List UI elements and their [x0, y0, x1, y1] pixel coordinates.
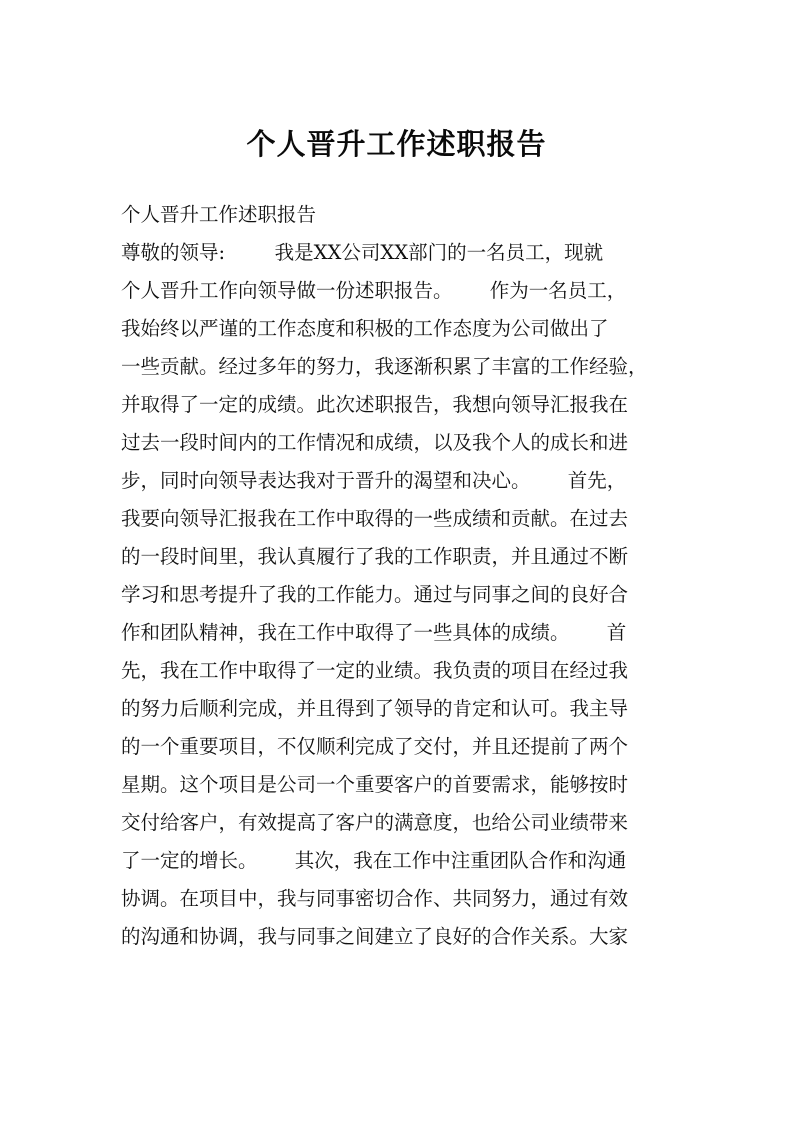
body-line: 了一定的增长。 其次，我在工作中注重团队合作和沟通: [121, 849, 627, 872]
body-line: 交付给客户，有效提高了客户的满意度，也给公司业绩带来: [121, 811, 629, 834]
body-line: 星期。这个项目是公司一个重要客户的首要需求，能够按时: [121, 773, 629, 796]
body-line: 过去一段时间内的工作情况和成绩，以及我个人的成长和进: [121, 431, 629, 454]
body-line: 我要向领导汇报我在工作中取得的一些成绩和贡献。在过去: [121, 507, 629, 530]
document-title: 个人晋升工作述职报告: [246, 127, 547, 161]
body-line: 步，同时向领导表达我对于晋升的渴望和决心。 首先，: [121, 469, 627, 492]
body-line: 作和团队精神，我在工作中取得了一些具体的成绩。 首: [121, 621, 627, 644]
body-line: 并取得了一定的成绩。此次述职报告，我想向领导汇报我在: [121, 393, 629, 416]
body-line: 我始终以严谨的工作态度和积极的工作态度为公司做出了: [121, 317, 609, 340]
body-line: 的一段时间里，我认真履行了我的工作职责，并且通过不断: [121, 545, 629, 568]
body-line: 先，我在工作中取得了一定的业绩。我负责的项目在经过我: [121, 659, 629, 682]
body-line: 学习和思考提升了我的工作能力。通过与同事之间的良好合: [121, 583, 629, 606]
body-line: 个人晋升工作述职报告: [121, 203, 317, 226]
body-line: 个人晋升工作向领导做一份述职报告。 作为一名员工，: [121, 279, 627, 302]
body-line: 的沟通和协调，我与同事之间建立了良好的合作关系。大家: [121, 925, 629, 948]
body-line: 一些贡献。经过多年的努力，我逐渐积累了丰富的工作经验，: [121, 355, 648, 378]
document-body: [121, 196, 681, 956]
body-line: 的努力后顺利完成，并且得到了领导的肯定和认可。我主导: [121, 697, 629, 720]
body-line: 的一个重要项目，不仅顺利完成了交付，并且还提前了两个: [121, 735, 629, 758]
body-line: 尊敬的领导: 我是XX公司XX部门的一名员工，现就: [121, 241, 604, 264]
body-line: 协调。在项目中，我与同事密切合作、共同努力，通过有效: [121, 887, 629, 910]
